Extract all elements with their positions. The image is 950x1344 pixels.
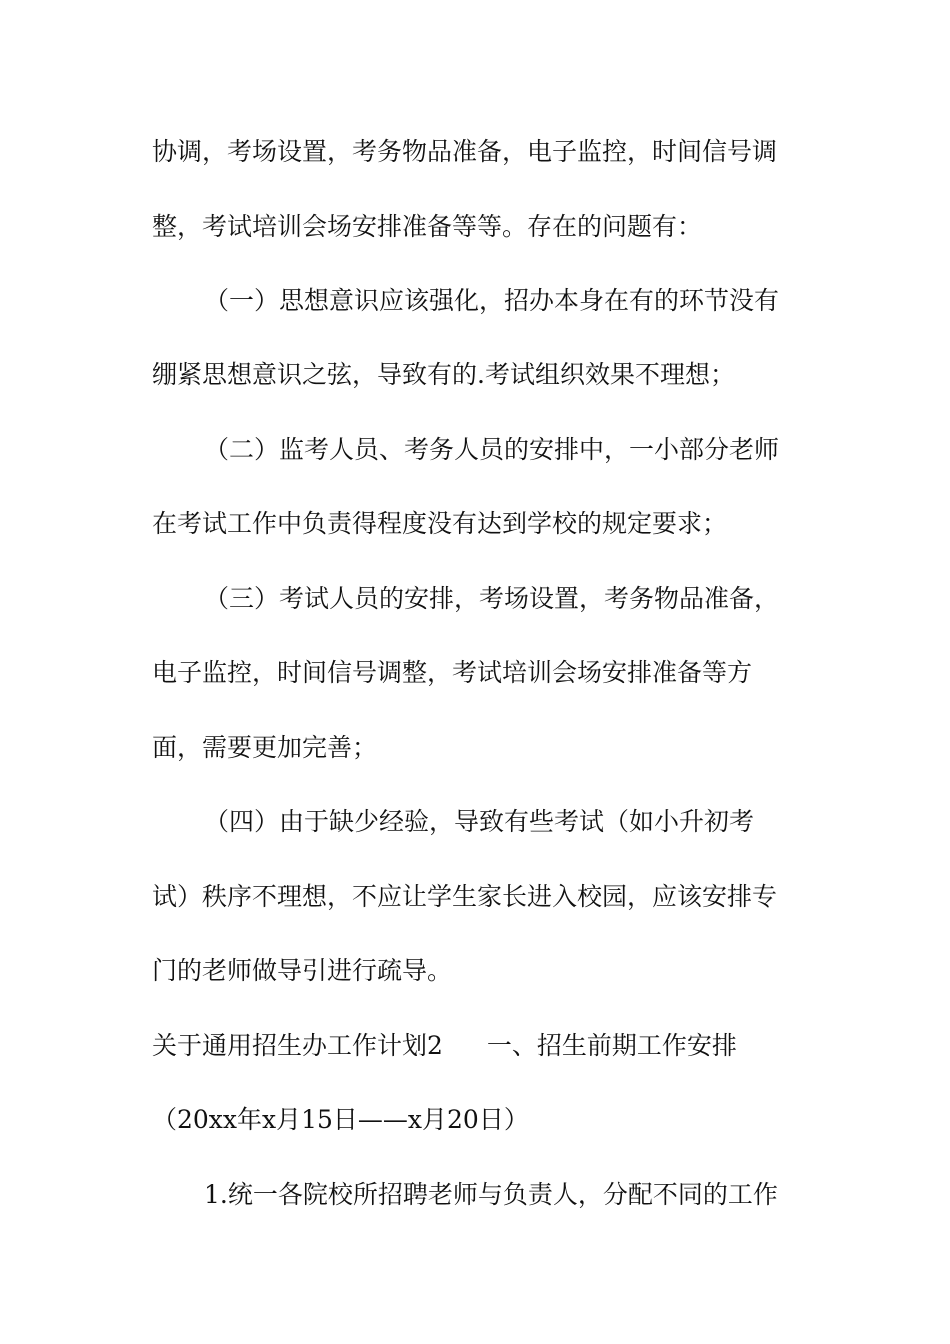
text-line-11: 试）秩序不理想，不应让学生家长进入校园，应该安排专 [152, 882, 778, 911]
heading-section: 一、招生前期工作安排 [486, 1031, 737, 1060]
text-line-10: （四）由于缺少经验，导致有些考试（如小升初考 [204, 807, 755, 836]
text-line-5: （二）监考人员、考务人员的安排中，一小部分老师 [204, 435, 780, 464]
date-range-line: （20xx年x月15日——x月20日） [152, 1105, 529, 1134]
item-1-line: 1.统一各院校所招聘老师与负责人，分配不同的工作 [204, 1180, 778, 1209]
text-line-3: （一）思想意识应该强化，招办本身在有的环节没有 [204, 286, 780, 315]
text-line-7: （三）考试人员的安排，考场设置，考务物品准备， [204, 584, 780, 613]
text-line-8: 电子监控，时间信号调整，考试培训会场安排准备等方 [152, 658, 753, 687]
text-line-6: 在考试工作中负责得程度没有达到学校的规定要求； [152, 509, 728, 538]
text-line-4: 绷紧思想意识之弦，导致有的.考试组织效果不理想； [152, 360, 735, 389]
text-line-12: 门的老师做导引进行疏导。 [152, 956, 453, 985]
heading-title: 关于通用招生办工作计划2 [152, 1031, 443, 1060]
text-line-9: 面，需要更加完善； [152, 733, 378, 762]
heading-line [152, 1031, 812, 1061]
text-line-2: 整，考试培训会场安排准备等等。存在的问题有： [152, 212, 703, 241]
text-line-1: 协调，考场设置，考务物品准备，电子监控，时间信号调 [152, 137, 778, 166]
